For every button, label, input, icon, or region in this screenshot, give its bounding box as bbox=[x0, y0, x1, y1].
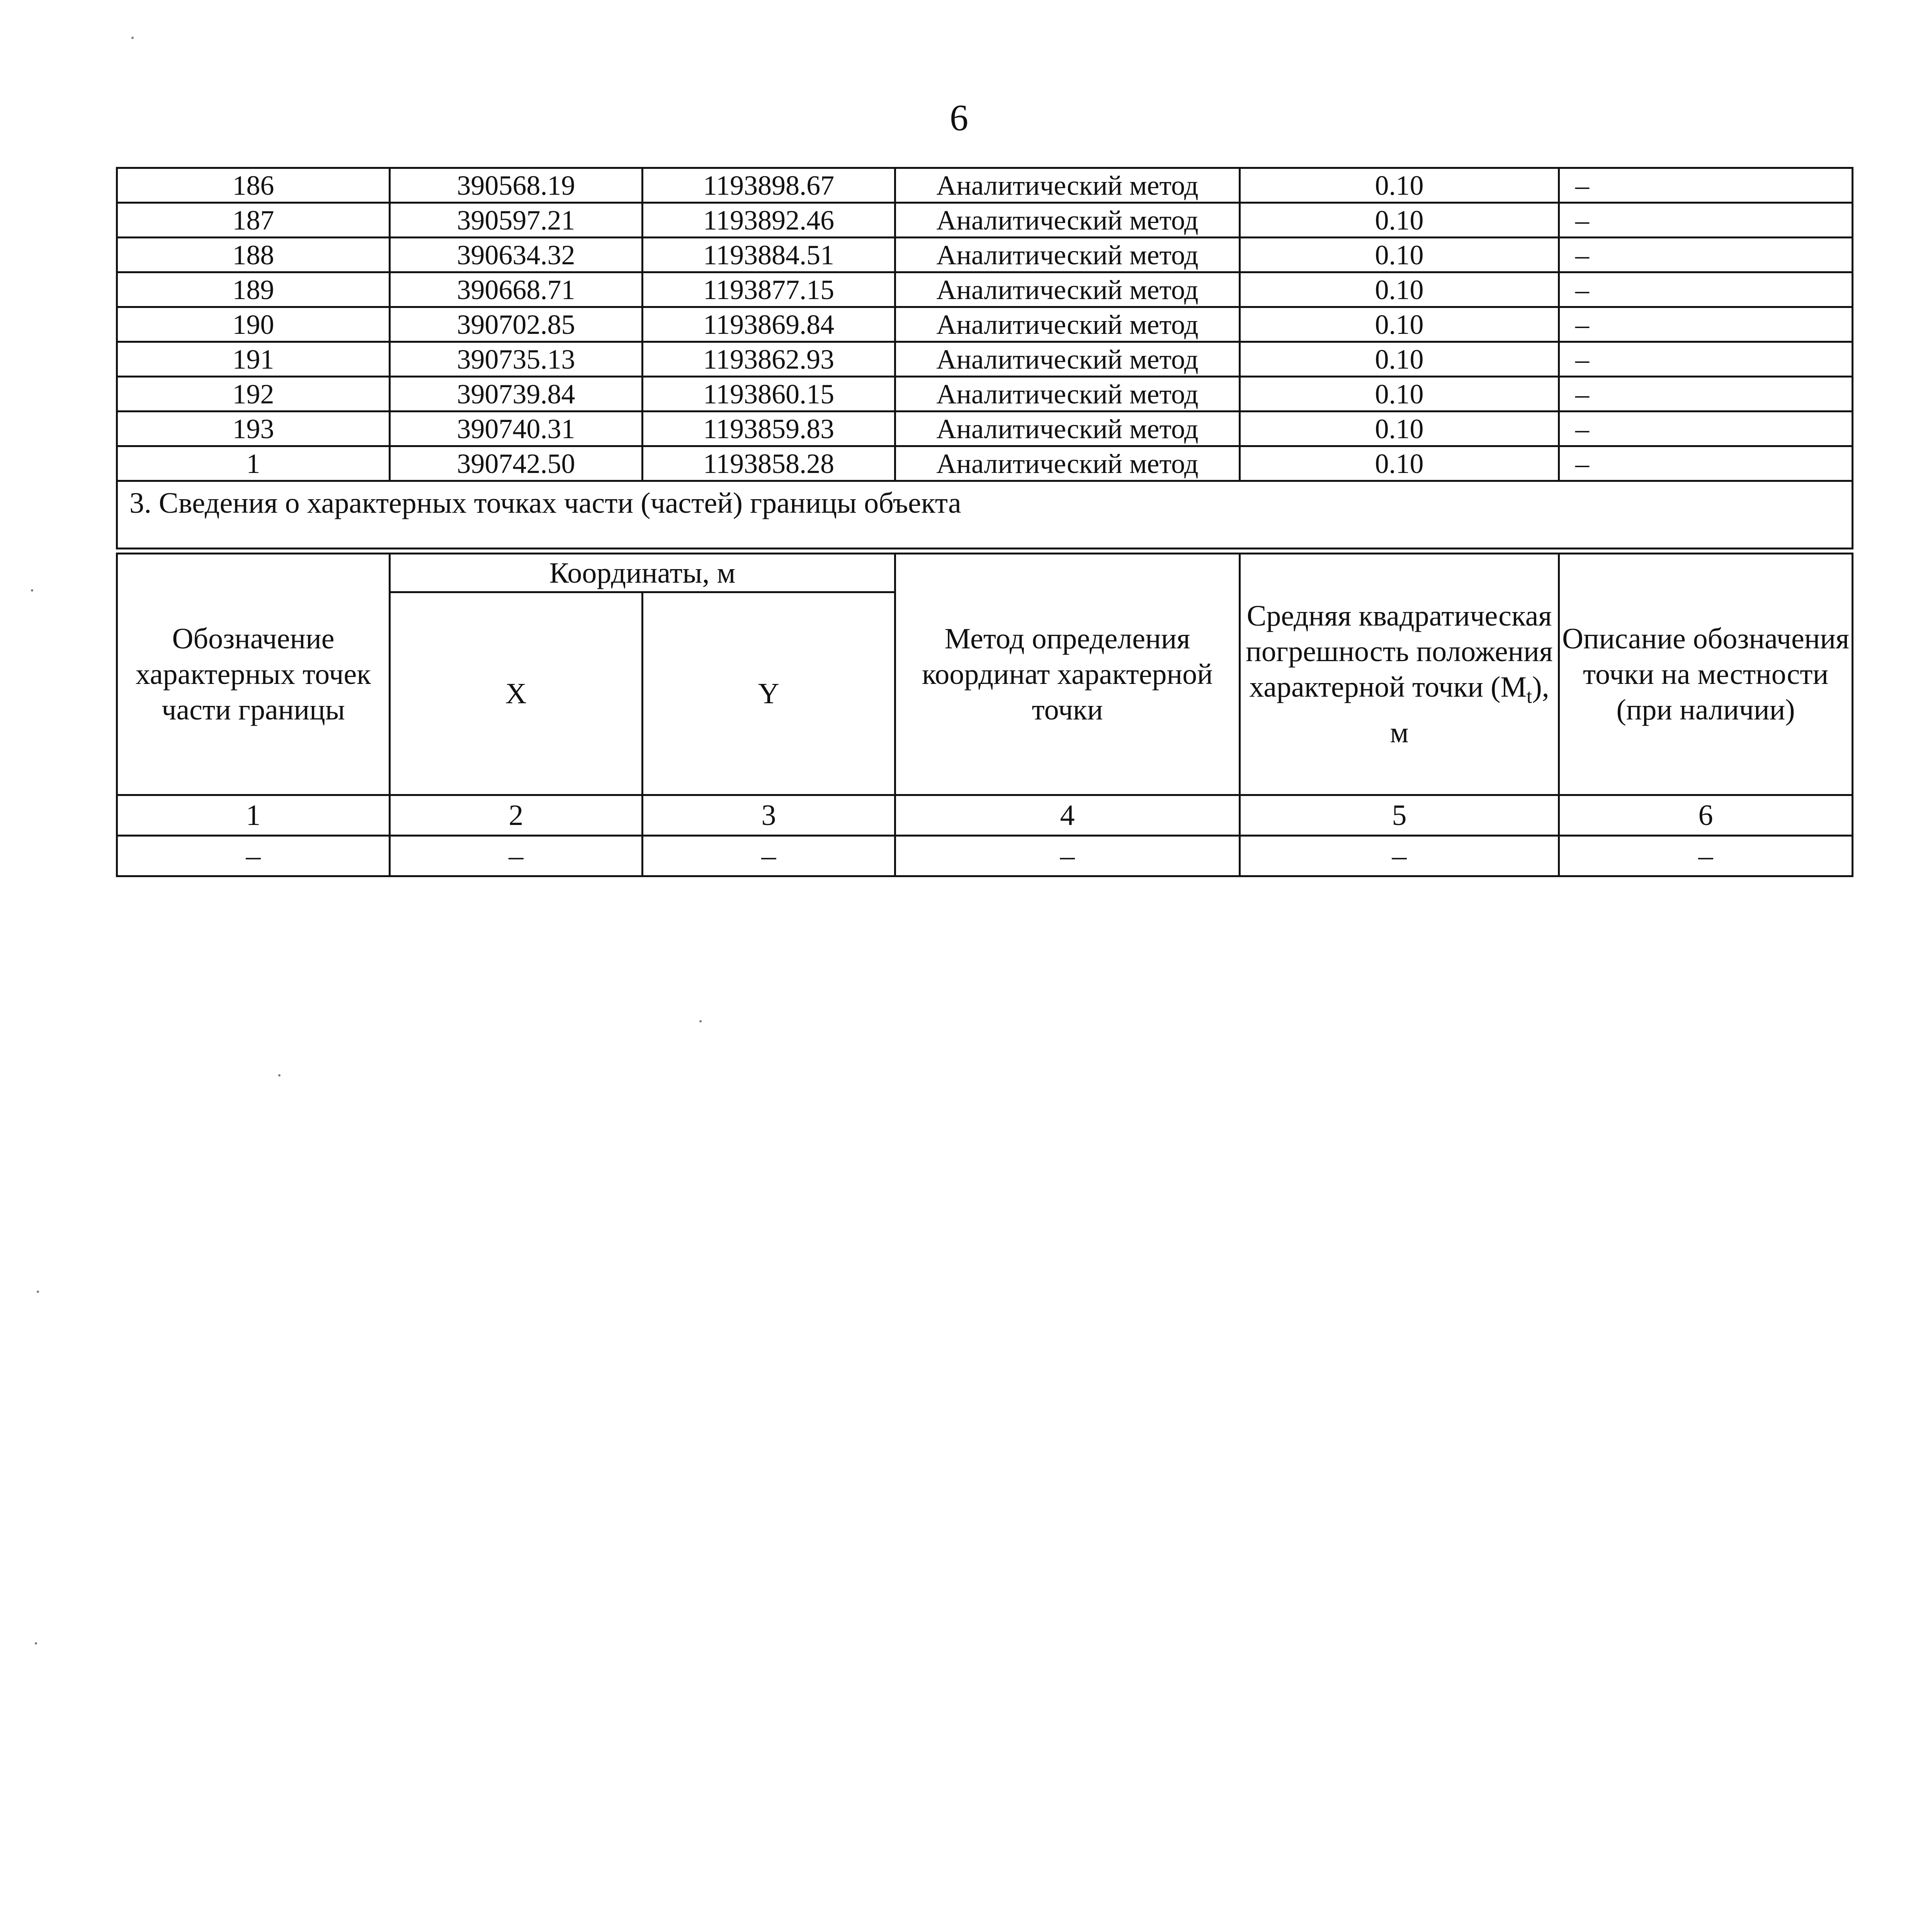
error-cell: 0.10 bbox=[1240, 446, 1559, 481]
x-coordinate-cell: 390634.32 bbox=[390, 238, 643, 272]
y-coordinate-cell: 1193860.15 bbox=[643, 377, 895, 412]
table-row bbox=[117, 203, 1853, 238]
y-coordinate-cell: 1193858.28 bbox=[643, 446, 895, 481]
y-coordinate-cell: 1193862.93 bbox=[643, 342, 895, 377]
part-boundary-points-table bbox=[116, 553, 1853, 877]
column-number: 3 bbox=[643, 795, 895, 836]
column-number: 5 bbox=[1240, 795, 1559, 836]
column-number: 6 bbox=[1559, 795, 1853, 836]
description-cell: – bbox=[1559, 377, 1853, 412]
scan-speck bbox=[37, 1291, 39, 1293]
point-cell: 190 bbox=[117, 307, 390, 342]
section-title-row bbox=[117, 481, 1853, 549]
point-cell: 1 bbox=[117, 446, 390, 481]
page-number: 6 bbox=[950, 97, 968, 138]
y-coordinate-cell: 1193869.84 bbox=[643, 307, 895, 342]
description-cell: – bbox=[1559, 272, 1853, 307]
header-description: Описание обозначения точки на местности (при наличии) bbox=[1559, 554, 1853, 795]
error-cell: 0.10 bbox=[1240, 342, 1559, 377]
error-cell: 0.10 bbox=[1240, 307, 1559, 342]
x-coordinate-cell: 390735.13 bbox=[390, 342, 643, 377]
empty-cell: – bbox=[390, 836, 643, 876]
x-coordinate-cell: 390740.31 bbox=[390, 412, 643, 446]
point-cell: 187 bbox=[117, 203, 390, 238]
header-error: Средняя квадратическая погрешность положения характерной точки $(M_t)$, м bbox=[1240, 554, 1559, 795]
y-coordinate-cell: 1193884.51 bbox=[643, 238, 895, 272]
header-coordinates: Координаты, м bbox=[390, 554, 895, 592]
y-coordinate-cell: 1193877.15 bbox=[643, 272, 895, 307]
column-number: 4 bbox=[895, 795, 1240, 836]
scan-speck bbox=[35, 1642, 37, 1645]
empty-data-row bbox=[117, 836, 1853, 876]
column-number: 1 bbox=[117, 795, 390, 836]
error-cell: 0.10 bbox=[1240, 412, 1559, 446]
header-y: Y bbox=[643, 592, 895, 795]
y-coordinate-cell: 1193859.83 bbox=[643, 412, 895, 446]
column-number-row bbox=[117, 795, 1853, 836]
x-coordinate-cell: 390742.50 bbox=[390, 446, 643, 481]
point-cell: 189 bbox=[117, 272, 390, 307]
point-cell: 188 bbox=[117, 238, 390, 272]
x-coordinate-cell: 390597.21 bbox=[390, 203, 643, 238]
x-coordinate-cell: 390739.84 bbox=[390, 377, 643, 412]
table-row bbox=[117, 238, 1853, 272]
header-row bbox=[117, 554, 1853, 592]
method-cell: Аналитический метод bbox=[895, 203, 1240, 238]
table-row bbox=[117, 342, 1853, 377]
table-row bbox=[117, 272, 1853, 307]
table-row bbox=[117, 377, 1853, 412]
x-coordinate-cell: 390568.19 bbox=[390, 168, 643, 203]
section-3-title: 3. Сведения о характерных точках части (частей) границы объекта bbox=[117, 481, 1853, 549]
empty-cell: – bbox=[895, 836, 1240, 876]
y-coordinate-cell: 1193892.46 bbox=[643, 203, 895, 238]
description-cell: – bbox=[1559, 238, 1853, 272]
coordinates-table-body bbox=[117, 168, 1853, 549]
method-cell: Аналитический метод bbox=[895, 412, 1240, 446]
description-cell: – bbox=[1559, 307, 1853, 342]
error-cell: 0.10 bbox=[1240, 272, 1559, 307]
error-cell: 0.10 bbox=[1240, 168, 1559, 203]
description-cell: – bbox=[1559, 342, 1853, 377]
description-cell: – bbox=[1559, 446, 1853, 481]
description-cell: – bbox=[1559, 168, 1853, 203]
scan-speck bbox=[131, 37, 134, 39]
empty-cell: – bbox=[117, 836, 390, 876]
scan-speck bbox=[699, 1020, 702, 1022]
method-cell: Аналитический метод bbox=[895, 446, 1240, 481]
header-designation: Обозначение характерных точек части границы bbox=[117, 554, 390, 795]
table-row bbox=[117, 168, 1853, 203]
table-row bbox=[117, 412, 1853, 446]
header-x: X bbox=[390, 592, 643, 795]
point-cell: 192 bbox=[117, 377, 390, 412]
scan-speck bbox=[31, 589, 33, 592]
y-coordinate-cell: 1193898.67 bbox=[643, 168, 895, 203]
description-cell: – bbox=[1559, 203, 1853, 238]
x-coordinate-cell: 390702.85 bbox=[390, 307, 643, 342]
point-cell: 186 bbox=[117, 168, 390, 203]
empty-cell: – bbox=[643, 836, 895, 876]
method-cell: Аналитический метод bbox=[895, 377, 1240, 412]
point-cell: 191 bbox=[117, 342, 390, 377]
method-cell: Аналитический метод bbox=[895, 307, 1240, 342]
error-cell: 0.10 bbox=[1240, 203, 1559, 238]
column-number: 2 bbox=[390, 795, 643, 836]
empty-cell: – bbox=[1559, 836, 1853, 876]
scan-speck bbox=[278, 1074, 281, 1077]
empty-cell: – bbox=[1240, 836, 1559, 876]
table-row bbox=[117, 446, 1853, 481]
header-method: Метод определения координат характерной точки bbox=[895, 554, 1240, 795]
method-cell: Аналитический метод bbox=[895, 272, 1240, 307]
method-cell: Аналитический метод bbox=[895, 238, 1240, 272]
description-cell: – bbox=[1559, 412, 1853, 446]
point-cell: 193 bbox=[117, 412, 390, 446]
coordinates-table bbox=[116, 167, 1853, 549]
method-cell: Аналитический метод bbox=[895, 168, 1240, 203]
method-cell: Аналитический метод bbox=[895, 342, 1240, 377]
error-cell: 0.10 bbox=[1240, 377, 1559, 412]
error-cell: 0.10 bbox=[1240, 238, 1559, 272]
table-row bbox=[117, 307, 1853, 342]
x-coordinate-cell: 390668.71 bbox=[390, 272, 643, 307]
